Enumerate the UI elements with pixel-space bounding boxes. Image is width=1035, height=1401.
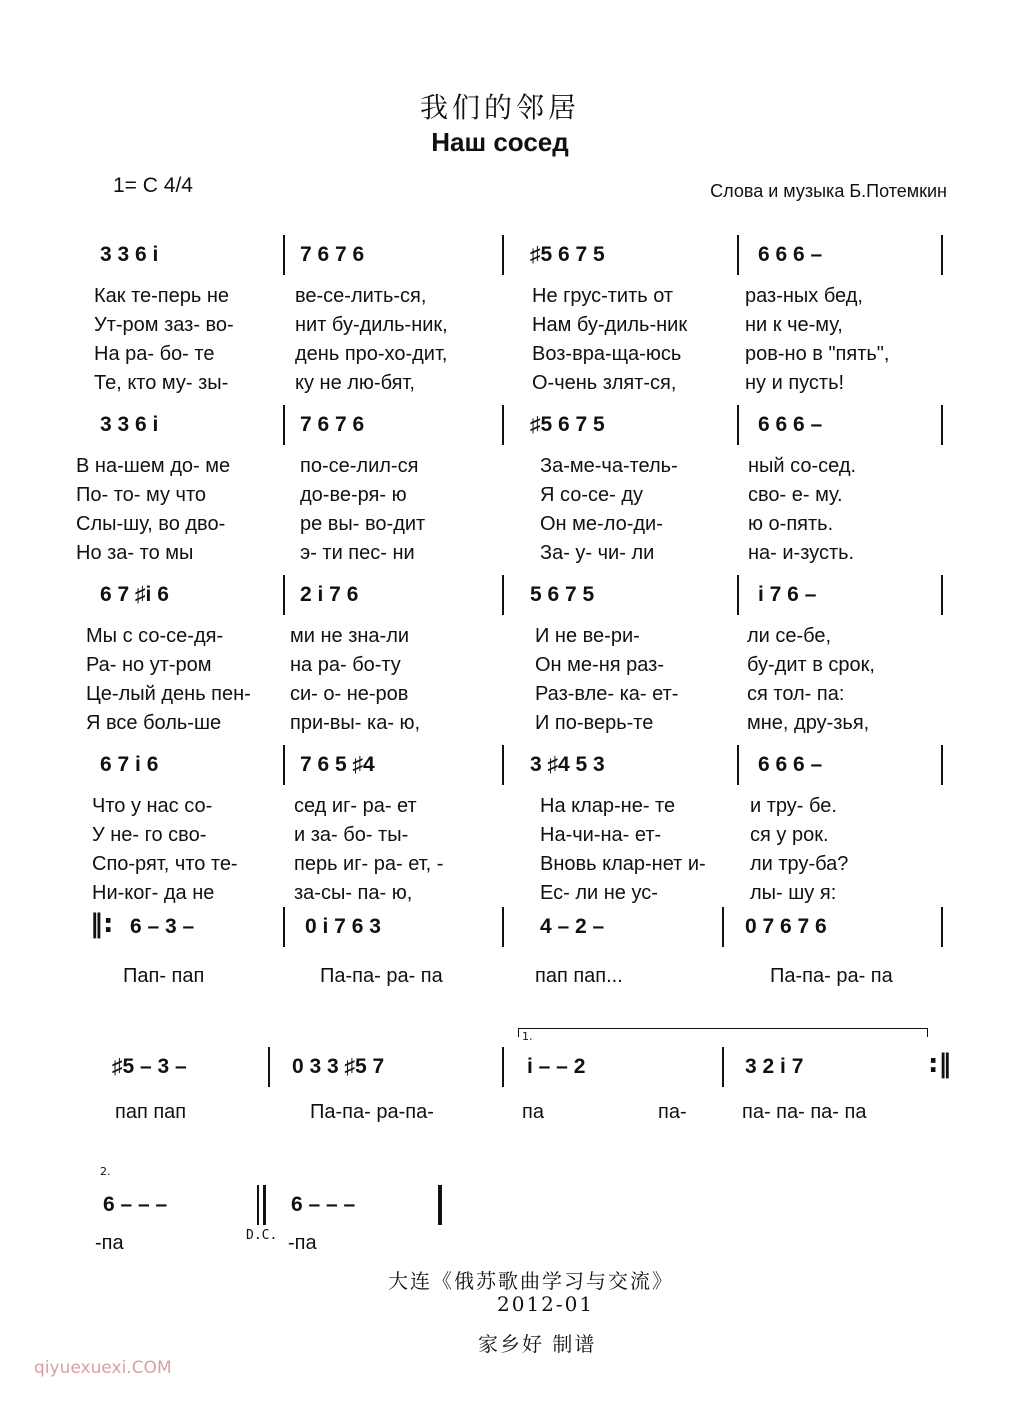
lyric: Ес- ли не ус- <box>540 882 658 904</box>
lyric: сед иг- ра- ет <box>294 795 417 817</box>
measure: 4 – 2 – <box>540 915 605 938</box>
lyric: Он ме-ло-ди- <box>540 513 663 535</box>
refrain-lyrics-1 <box>0 965 1035 993</box>
lyric: ве-се-лить-ся, <box>295 285 427 307</box>
measure: 3 2 i 7 <box>745 1055 804 1078</box>
lyric: Це-лый день пен- <box>86 683 251 705</box>
lyric-line <box>0 683 1035 711</box>
lyric: на- и-зусть. <box>748 542 855 564</box>
lyric-line <box>0 513 1035 541</box>
barline <box>737 745 739 785</box>
lyric: по-се-лил-ся <box>300 455 419 477</box>
measure: 3 3 6 i <box>100 243 159 266</box>
lyric-line <box>0 853 1035 881</box>
lyric: ми не зна-ли <box>290 625 410 647</box>
measure: 3 3 6 i <box>100 413 159 436</box>
volta-1-label: 1. <box>522 1030 533 1043</box>
lyric: при-вы- ка- ю, <box>290 712 421 734</box>
measure: 7 6 5 ♯4 <box>300 753 375 776</box>
lyric: ся тол- па: <box>747 683 845 705</box>
lyric: за-сы- па- ю, <box>294 882 413 904</box>
lyric: Как те-перь не <box>94 285 230 307</box>
lyric: раз-ных бед, <box>745 285 863 307</box>
notation-row <box>0 405 1035 455</box>
lyric: У не- го сво- <box>92 824 207 846</box>
lyric: Воз-вра-ща-юсь <box>532 343 682 365</box>
lyric-line <box>0 824 1035 852</box>
lyric: и тру- бе. <box>750 795 837 817</box>
barline <box>502 1047 504 1087</box>
barline <box>502 907 504 947</box>
lyric: За-ме-ча-тель- <box>540 455 678 477</box>
barline <box>263 1185 266 1225</box>
barline <box>722 907 724 947</box>
lyric: ся у рок. <box>750 824 829 846</box>
barline <box>502 575 504 615</box>
barline <box>283 907 285 947</box>
repeat-start-sign: ‖: <box>90 909 114 939</box>
lyric: По- то- му что <box>76 484 206 506</box>
lyric: Пап- пап <box>123 965 205 987</box>
lyric: ку не лю-бят, <box>295 372 415 394</box>
lyric-line <box>0 795 1035 823</box>
barline <box>283 575 285 615</box>
measure: 6 6 6 – <box>758 753 823 776</box>
lyric: э- ти пес- ни <box>300 542 415 564</box>
lyric: си- о- не-ров <box>290 683 409 705</box>
footer-arranger: 家乡好 制谱 <box>478 1332 597 1356</box>
refrain-lyrics-3 <box>0 1228 1035 1260</box>
lyric: ли тру-ба? <box>750 853 849 875</box>
barline <box>737 235 739 275</box>
barline <box>283 745 285 785</box>
measure: ♯5 6 7 5 <box>530 243 605 266</box>
volta-1-bracket <box>518 1028 928 1037</box>
measure: 2 i 7 6 <box>300 583 359 606</box>
title-russian: Наш сосед <box>431 127 569 157</box>
refrain-row-2 <box>0 1047 1035 1097</box>
notation-row <box>0 575 1035 625</box>
lyric: Что у нас со- <box>92 795 213 817</box>
lyric: па- па- па- па <box>742 1101 867 1123</box>
lyric: Слы-шу, во дво- <box>76 513 226 535</box>
lyric: и за- бо- ты- <box>294 824 409 846</box>
refrain-lyrics-2 <box>0 1101 1035 1129</box>
measure: 6 – – – <box>103 1193 168 1216</box>
measure: ♯5 6 7 5 <box>530 413 605 436</box>
lyric-line <box>0 654 1035 682</box>
notation-row <box>0 745 1035 795</box>
lyric: На-чи-на- ет- <box>540 824 662 846</box>
lyric: Вновь клар-нет и- <box>540 853 706 875</box>
lyric-line <box>0 882 1035 910</box>
lyric-line <box>0 343 1035 371</box>
lyric: Ни-ког- да не <box>92 882 215 904</box>
barline <box>722 1047 724 1087</box>
measure: 0 3 3 ♯5 7 <box>292 1055 385 1078</box>
lyric: ре вы- во-дит <box>300 513 426 535</box>
measure: 6 7 ♯i 6 <box>100 583 169 606</box>
measure: 5 6 7 5 <box>530 583 595 606</box>
lyric: па- <box>658 1101 687 1123</box>
lyric: ну и пусть! <box>745 372 845 394</box>
lyric: Не грус-тить от <box>532 285 674 307</box>
volta-2-label: 2. <box>100 1165 111 1178</box>
lyric: Те, кто му- зы- <box>94 372 229 394</box>
lyric: Раз-вле- ка- ет- <box>535 683 679 705</box>
lyric: Я все боль-ше <box>86 712 222 734</box>
credits: Слова и музыка Б.Потемкин <box>710 181 947 201</box>
lyric-line <box>0 455 1035 483</box>
lyric: пап пап <box>115 1101 187 1123</box>
lyric: ный со-сед. <box>748 455 857 477</box>
barline <box>502 745 504 785</box>
footer-source: 大连《俄苏歌曲学习与交流》 <box>388 1269 674 1293</box>
measure: 3 ♯4 5 3 <box>530 753 605 776</box>
lyric: Па-па- ра- па <box>320 965 443 987</box>
lyric: -па <box>288 1232 317 1254</box>
lyric: на ра- бо-ту <box>290 654 401 676</box>
barline <box>283 235 285 275</box>
lyric: ли се-бе, <box>747 625 832 647</box>
measure: 6 – – – <box>291 1193 356 1216</box>
barline <box>941 405 943 445</box>
measure: 0 7 6 7 6 <box>745 915 827 938</box>
barline <box>268 1047 270 1087</box>
footer-date: 2012-01 <box>497 1292 595 1316</box>
measure: i 7 6 – <box>758 583 817 606</box>
lyric: Мы с со-се-дя- <box>86 625 224 647</box>
lyric: Нам бу-диль-ник <box>532 314 688 336</box>
lyric: перь иг- ра- ет, - <box>294 853 444 875</box>
barline <box>283 405 285 445</box>
lyric: мне, дру-зья, <box>747 712 870 734</box>
da-capo-mark: D.C. <box>246 1228 278 1243</box>
lyric: Я со-се- ду <box>540 484 644 506</box>
lyric: лы- шу я: <box>750 882 837 904</box>
lyric: бу-дит в срок, <box>747 654 875 676</box>
lyric: Ра- но ут-ром <box>86 654 212 676</box>
lyric: Па-па- ра-па- <box>310 1101 434 1123</box>
lyric-line <box>0 542 1035 570</box>
repeat-end-sign: :‖ <box>928 1049 952 1079</box>
lyric: ров-но в "пять", <box>745 343 890 365</box>
lyric: О-чень злят-ся, <box>532 372 677 394</box>
lyric-line <box>0 285 1035 313</box>
lyric: Па-па- ра- па <box>770 965 893 987</box>
measure: ♯5 – 3 – <box>112 1055 187 1078</box>
lyric: И по-верь-те <box>535 712 654 734</box>
title-chinese: 我们的邻居 <box>419 91 580 124</box>
key-signature: 1= C 4/4 <box>113 174 193 197</box>
lyric: На клар-не- те <box>540 795 676 817</box>
lyric: И не ве-ри- <box>535 625 640 647</box>
lyric: Он ме-ня раз- <box>535 654 664 676</box>
measure: 6 6 6 – <box>758 413 823 436</box>
measure: 6 6 6 – <box>758 243 823 266</box>
lyric: па <box>522 1101 544 1123</box>
lyric: В на-шем до- ме <box>76 455 231 477</box>
barline <box>502 405 504 445</box>
lyric-line <box>0 712 1035 740</box>
measure: i – – 2 <box>527 1055 586 1078</box>
measure: 0 i 7 6 3 <box>305 915 381 938</box>
lyric: Но за- то мы <box>76 542 194 564</box>
lyric: Ут-ром заз- во- <box>94 314 234 336</box>
measure: 6 7 i 6 <box>100 753 159 776</box>
lyric-line <box>0 484 1035 512</box>
lyric: За- у- чи- ли <box>540 542 655 564</box>
lyric: день про-хо-дит, <box>295 343 448 365</box>
refrain-row-3 <box>0 1185 1035 1235</box>
lyric: до-ве-ря- ю <box>300 484 407 506</box>
measure: 6 – 3 – <box>130 915 195 938</box>
lyric-line <box>0 625 1035 653</box>
barline <box>941 745 943 785</box>
barline <box>737 405 739 445</box>
barline <box>941 907 943 947</box>
lyric: -па <box>95 1232 124 1254</box>
lyric: сво- е- му. <box>748 484 843 506</box>
lyric: На ра- бо- те <box>94 343 215 365</box>
barline <box>502 235 504 275</box>
barline <box>737 575 739 615</box>
refrain-row-1 <box>0 907 1035 957</box>
watermark: qiyuexuexi.COM <box>34 1358 172 1378</box>
barline <box>941 575 943 615</box>
lyric: ни к че-му, <box>745 314 843 336</box>
lyric-line <box>0 372 1035 400</box>
lyric: Спо-рят, что те- <box>92 853 238 875</box>
lyric: ю о-пять. <box>748 513 834 535</box>
measure: 7 6 7 6 <box>300 413 365 436</box>
measure: 7 6 7 6 <box>300 243 365 266</box>
lyric: пап пап... <box>535 965 623 987</box>
lyric-line <box>0 314 1035 342</box>
lyric: нит бу-диль-ник, <box>295 314 448 336</box>
notation-row <box>0 235 1035 285</box>
barline <box>941 235 943 275</box>
final-barline <box>438 1185 442 1225</box>
barline <box>257 1185 259 1225</box>
